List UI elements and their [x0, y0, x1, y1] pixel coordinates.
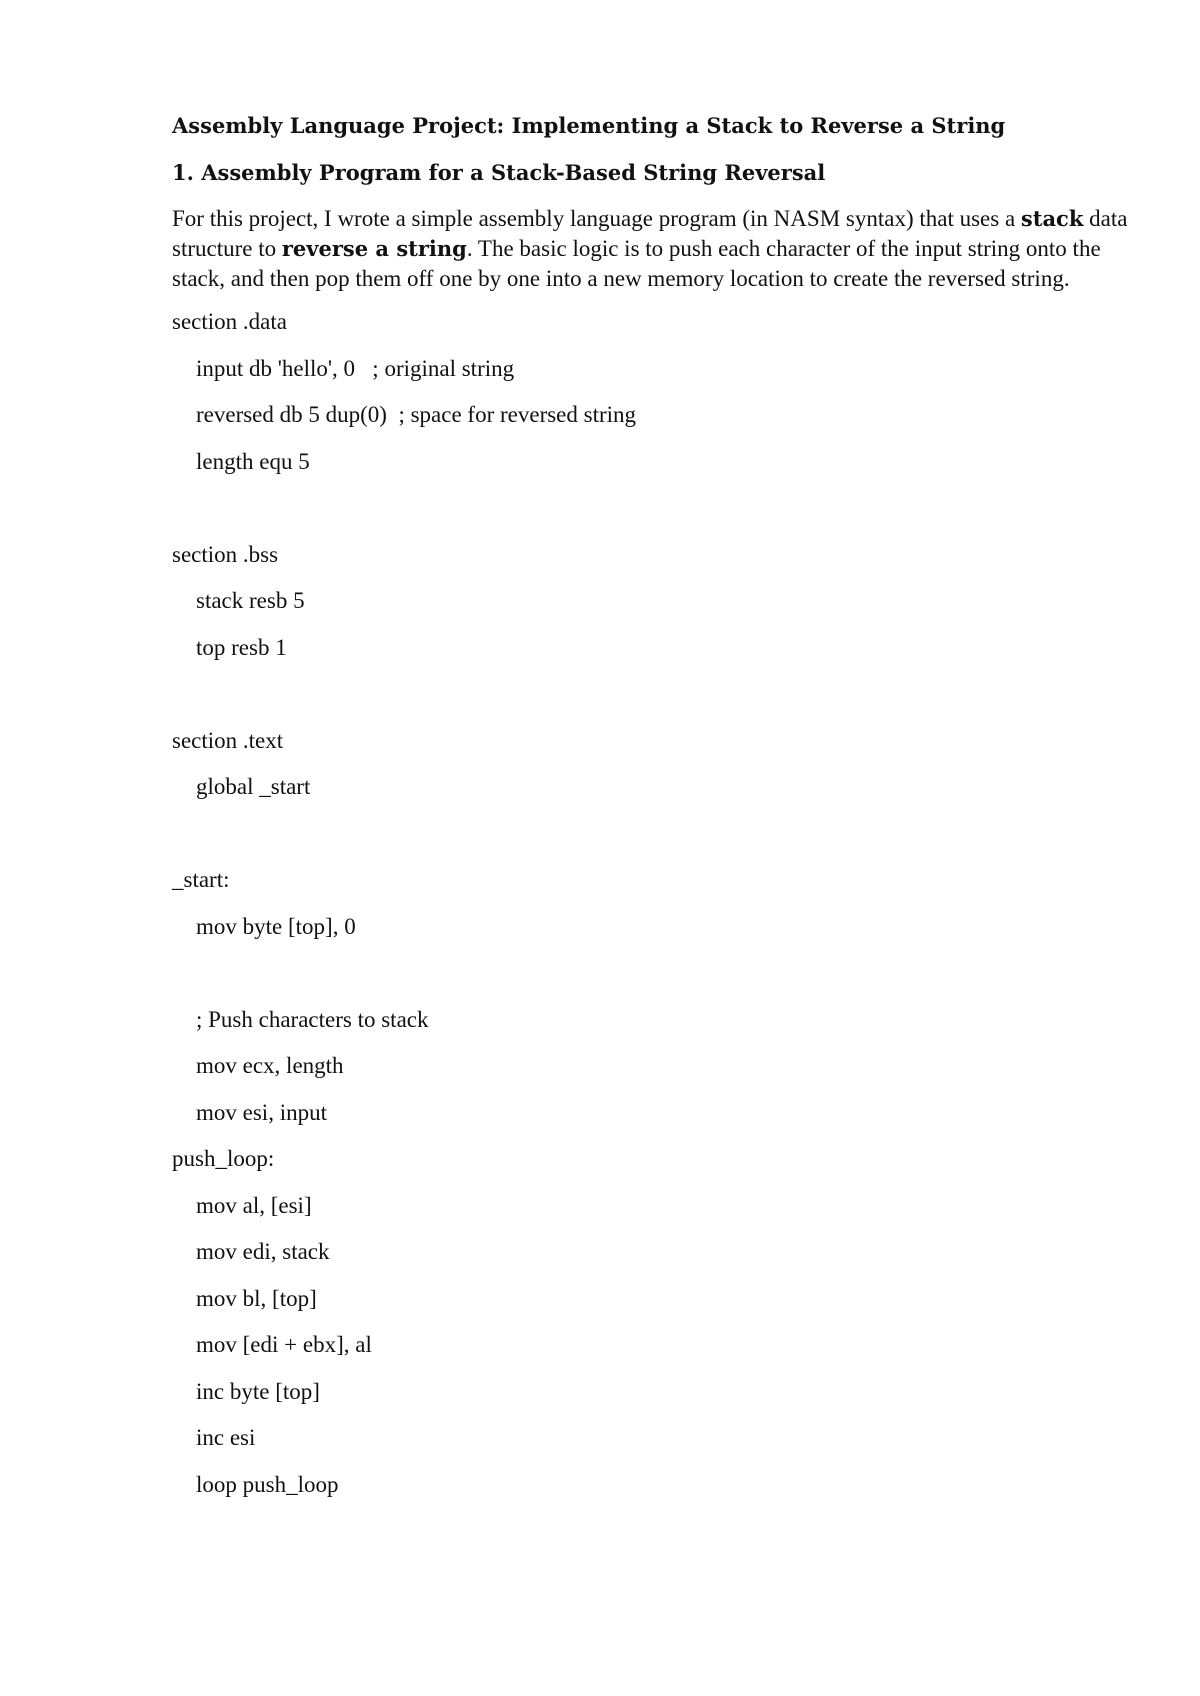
intro-text-2: data structure to — [172, 206, 1128, 261]
code-line: mov bl, [top] — [196, 1285, 317, 1311]
code-line: inc esi — [196, 1425, 256, 1450]
code-line: mov [edi + ebx], al — [196, 1332, 372, 1357]
intro-paragraph — [172, 204, 1132, 294]
code-line: global _start — [196, 774, 311, 799]
code-line-blank — [172, 493, 1132, 523]
code-line: stack resb 5 — [196, 588, 305, 613]
section-heading: 1. Assembly Program for a Stack-Based String Reversal — [172, 160, 826, 185]
intro-bold-stack: stack — [1020, 206, 1084, 231]
code-line-blank — [172, 958, 1132, 988]
code-line: section .bss — [172, 541, 279, 567]
document-title: Assembly Language Project: Implementing a Stack to Reverse a String — [172, 113, 1006, 138]
code-line: push_loop: — [172, 1146, 275, 1171]
code-line: inc byte [top] — [196, 1378, 320, 1404]
intro-bold-reverse: reverse a string — [281, 236, 467, 261]
code-line: mov byte [top], 0 — [196, 913, 356, 939]
code-line: ; Push characters to stack — [196, 1006, 429, 1032]
code-block — [172, 307, 1132, 1500]
intro-text-3: . The basic logic is to push each character of the input string onto the stack, and then pop them off one by one into a new memory location to create the reversed string. — [172, 236, 1101, 291]
code-line: length equ 5 — [196, 448, 310, 474]
code-line: section .data — [172, 309, 287, 334]
code-line: top resb 1 — [196, 634, 287, 660]
code-line: mov ecx, length — [196, 1053, 344, 1078]
code-line-blank — [172, 819, 1132, 849]
code-line: mov esi, input — [196, 1099, 327, 1125]
document-page — [172, 112, 1132, 1516]
code-line: reversed db 5 dup(0) ; space for reversed string — [196, 402, 637, 427]
intro-text-1: For this project, I wrote a simple assembly language program (in NASM syntax) that uses a — [172, 206, 1021, 231]
code-line: loop push_loop — [196, 1471, 339, 1497]
code-line: section .text — [172, 727, 284, 753]
code-line: mov al, [esi] — [196, 1192, 312, 1218]
code-line-blank — [172, 679, 1132, 709]
code-line: _start: — [172, 867, 230, 892]
code-line: mov edi, stack — [196, 1239, 330, 1264]
code-line: input db 'hello', 0 ; original string — [196, 355, 515, 381]
